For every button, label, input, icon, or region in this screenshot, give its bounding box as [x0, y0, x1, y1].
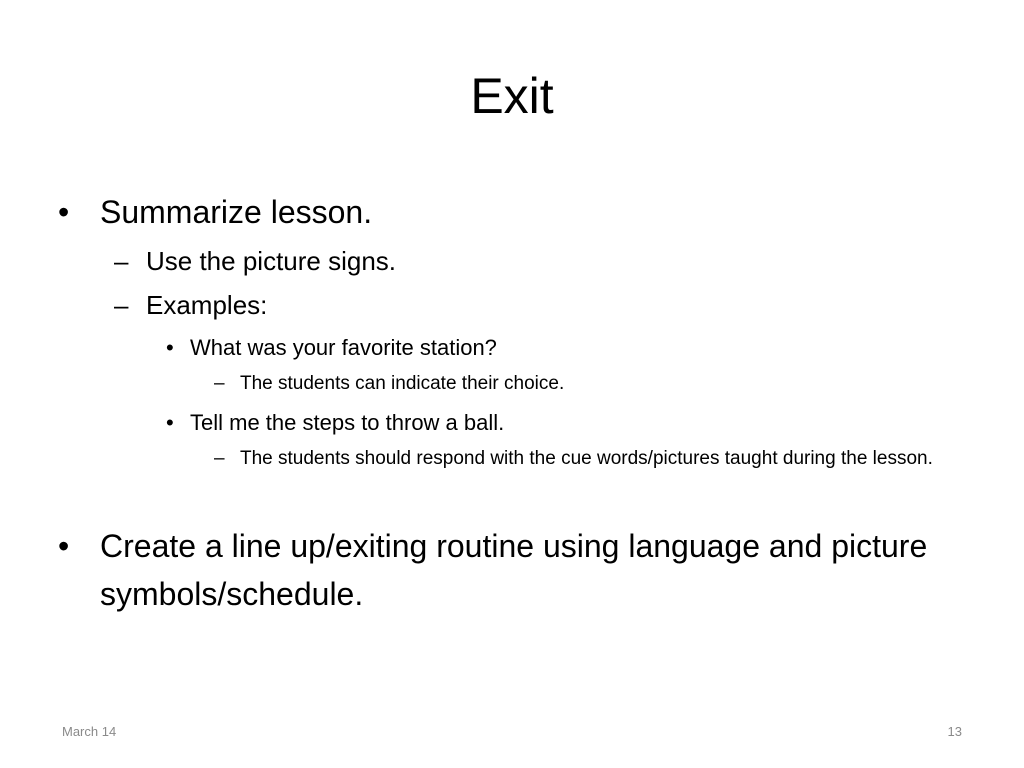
- sub-bullet-examples: [114, 286, 958, 324]
- note-text: The students can indicate their choice.: [240, 373, 565, 394]
- note-text: The students should respond with the cue words/pictures taught during the lesson.: [240, 448, 933, 469]
- slide-title: Exit: [470, 68, 554, 124]
- bullet-marker: •: [166, 410, 174, 435]
- bullet-text: Create a line up/exiting routine using language and picture symbols/schedule.: [100, 528, 928, 612]
- sub-bullet-picture-signs: [114, 242, 958, 280]
- slide-number: 13: [947, 724, 962, 739]
- spacer: [58, 474, 958, 522]
- note-indicate-choice: [214, 369, 958, 399]
- example-text: Tell me the steps to throw a ball.: [190, 410, 505, 435]
- dash-marker: –: [214, 373, 225, 394]
- slide-content: [58, 188, 958, 618]
- footer-date: March 14: [62, 724, 117, 739]
- bullet-summarize-lesson: [58, 188, 958, 236]
- bullet-marker: •: [166, 335, 174, 360]
- example-throw-ball: [166, 408, 958, 438]
- example-text: What was your favorite station?: [190, 335, 497, 360]
- dash-marker: –: [114, 246, 129, 276]
- bullet-line-up-routine: [58, 522, 958, 618]
- bullet-marker: •: [58, 528, 70, 564]
- dash-marker: –: [114, 290, 129, 320]
- bullet-marker: •: [58, 194, 70, 230]
- bullet-text: Summarize lesson.: [100, 194, 373, 230]
- example-favorite-station: [166, 333, 958, 363]
- sub-bullet-text: Use the picture signs.: [146, 246, 397, 276]
- dash-marker: –: [214, 448, 225, 469]
- note-cue-words: [214, 444, 958, 474]
- sub-bullet-text: Examples:: [146, 290, 268, 320]
